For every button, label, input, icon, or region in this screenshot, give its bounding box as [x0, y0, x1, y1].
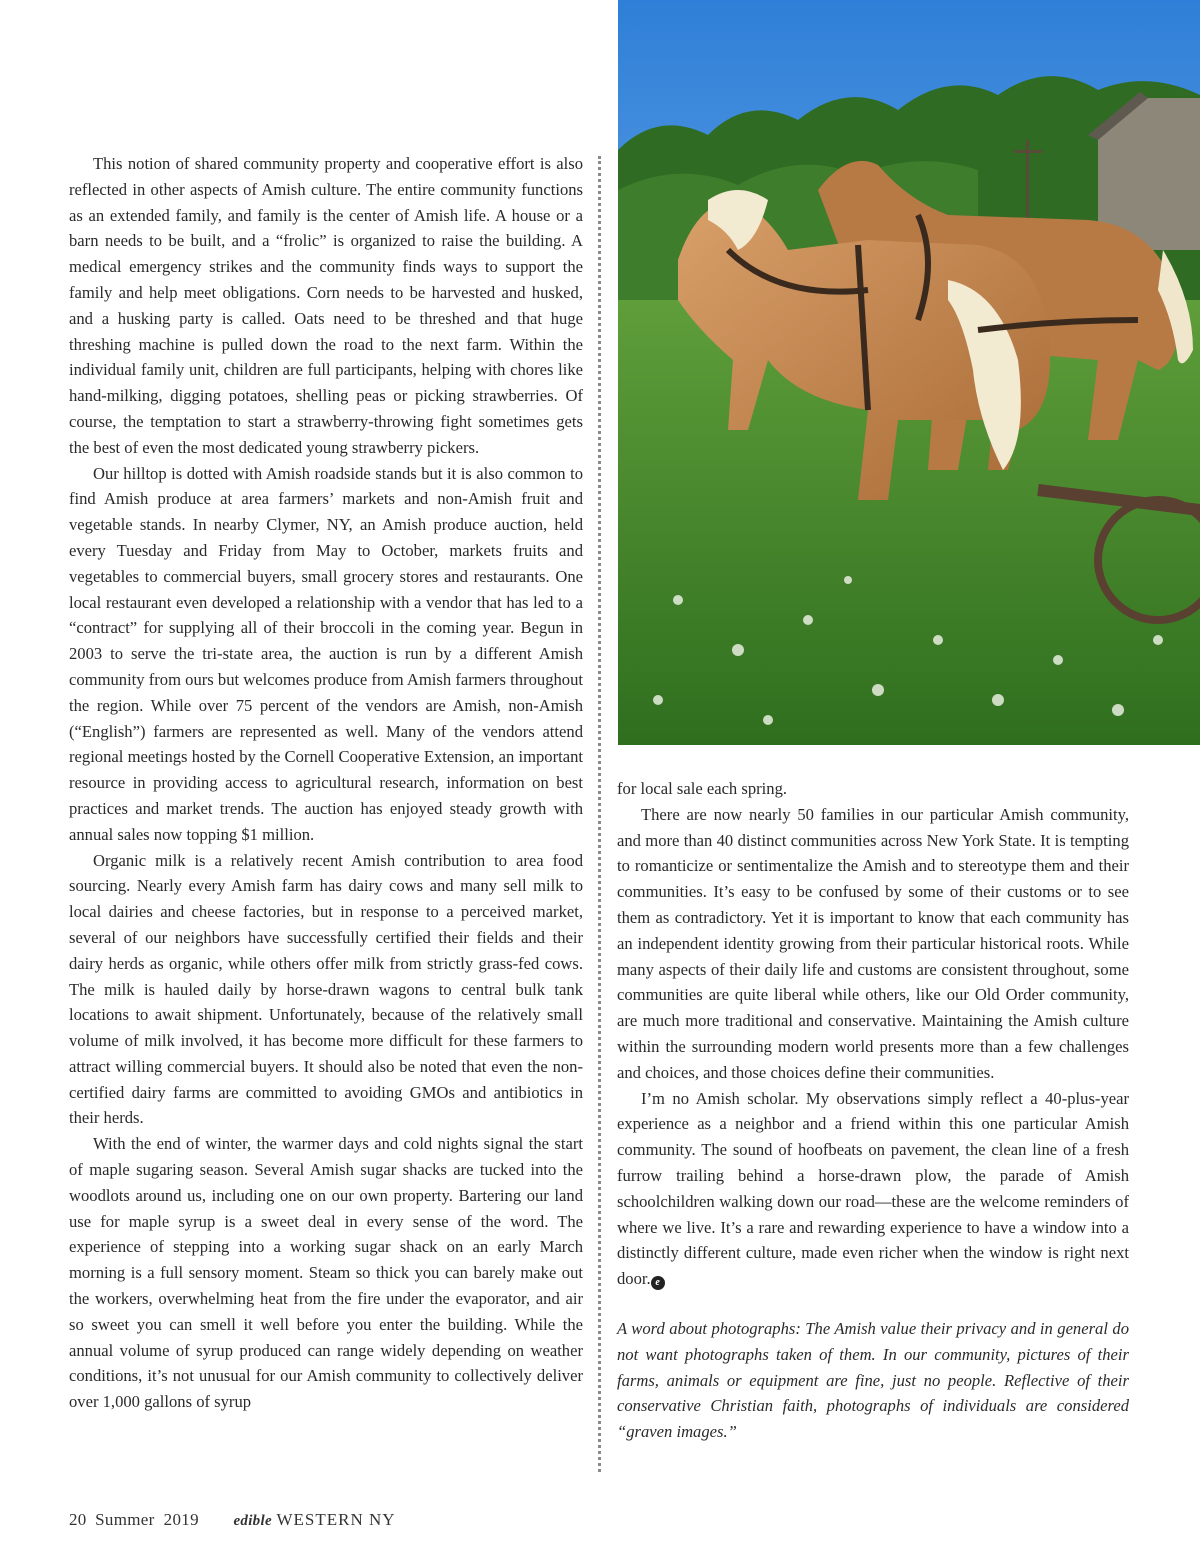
horses-illustration: [618, 0, 1200, 745]
brand-prefix: edible: [233, 1513, 272, 1529]
paragraph-scholar-text: I’m no Amish scholar. My observations simply reflect a 40-plus-year experience as a neighbor and a friend within this one particular Amish community. The sound of hoofbeats on pavement, the clean line of a fresh furrow trailing behind a horse-drawn plow, the parade of Amish schoolchildren walking down our road—these are the welcome reminders of where we live. It’s a rare and rewarding experience to have a window into a distinctly different culture, made even richer when the window is right next door.: [617, 1088, 1129, 1289]
paragraph-scholar: [617, 1086, 1129, 1292]
issue-label: Summer 2019: [95, 1510, 199, 1529]
horses-photo: [618, 0, 1200, 745]
paragraph-community: This notion of shared community property and cooperative effort is also reflected in other aspects of Amish culture. The entire community functions as an extended family, and family is the center of Amish life. A house or a barn needs to be built, and a “frolic” is organized to raise the building. A medical emergency strikes and the community finds ways to support the family and help meet obligations. Corn needs to be harvested and husked, and a husking party is called. Oats need to be threshed and that huge threshing machine is pulled down the road to the next farm. Within the individual family unit, children are full participants, helping with chores like hand-milking, digging potatoes, shelling peas or picking strawberries. Of course, the temptation to start a strawberry-throwing fight sometimes gets the best of even the most dedicated young strawberry pickers.: [69, 154, 583, 457]
left-column: [69, 151, 583, 1415]
paragraph-organic-milk: Organic milk is a relatively recent Amish contribution to area food sourcing. Nearly every Amish farm has dairy cows and many sell milk to local dairies and cheese factories, but in response to a perceived market, several of our neighbors have successfully certified their fields and their dairy herds as organic, while others offer milk from strictly grass-fed cows. The milk is hauled daily by horse-drawn wagons to central bulk tank locations to await shipment. Unfortunately, because of the relatively small volume of milk involved, it has become more difficult for these farmers to attract willing commercial buyers. It should also be noted that even the non-certified dairy farms are committed to avoiding GMOs and antibiotics in their herds.: [69, 850, 583, 1128]
right-column: [617, 776, 1129, 1445]
paragraph-continuation: for local sale each spring.: [617, 779, 788, 798]
brand-name: WESTERN NY: [276, 1510, 396, 1529]
paragraph-maple-sugaring: With the end of winter, the warmer days and cold nights signal the start of maple sugaring season. Several Amish sugar shacks are tucked into the woodlots around us, including one on our own property. Bartering our land use for maple syrup is a sweet deal in every sense of the word. The experience of stepping into a working sugar shack on an early March morning is a full sensory moment. Steam so thick you can barely make out the workers, overwhelming heat from the fire under the evaporator, and air so sweet you can smell it well before you enter the building. While the annual volume of syrup produced can range widely depending on weather conditions, it’s not unusual for our Amish community to collectively deliver over 1,000 gallons of syrup: [69, 1134, 583, 1412]
end-mark-icon: e: [651, 1276, 665, 1290]
paragraph-roadside-stands: Our hilltop is dotted with Amish roadside stands but it is also common to find Amish produce at area farmers’ markets and non-Amish fruit and vegetable stands. In nearby Clymer, NY, an Amish produce auction, held every Tuesday and Friday from May to October, markets fruits and vegetables to commercial buyers, small grocery stores and restaurants. One local restaurant even developed a relationship with a vendor that has led to a “contract” for supplying all of their broccoli in the coming year. Begun in 2003 to serve the tri-state area, the auction is run by a different Amish community from ours but welcomes produce from Amish farmers throughout the region. While over 75 percent of the vendors are Amish, non-Amish (“English”) farmers are represented as well. Many of the vendors attend regional meetings hosted by the Cornell Cooperative Extension, an important resource in providing access to agricultural research, information on best practices and market trends. The auction has enjoyed steady growth with annual sales now topping $1 million.: [69, 463, 583, 844]
page-number: 20: [69, 1510, 87, 1529]
photo-note: A word about photographs: The Amish value their privacy and in general do not want photographs taken of them. In our community, pictures of their farms, animals or equipment are fine, just no people. Reflective of their conservative Christian faith, photographs of individuals are considered “graven images.”: [617, 1318, 1129, 1442]
column-divider: [598, 156, 601, 1472]
page-footer: [69, 1510, 396, 1530]
paragraph-families: There are now nearly 50 families in our particular Amish community, and more than 40 distinct communities across New York State. It is tempting to romanticize or sentimentalize the Amish and to stereotype them and their communities. It’s easy to be confused by some of their customs or to see them as contradictory. Yet it is important to know that each community has an independent identity growing from their particular historical roots. While many aspects of their daily life and customs are consistent throughout, some communities are quite liberal while others, like our Old Order community, are much more traditional and conservative. Maintaining the Amish culture within the surrounding modern world presents more than a few challenges and choices, and those choices define their communities.: [617, 804, 1129, 1082]
